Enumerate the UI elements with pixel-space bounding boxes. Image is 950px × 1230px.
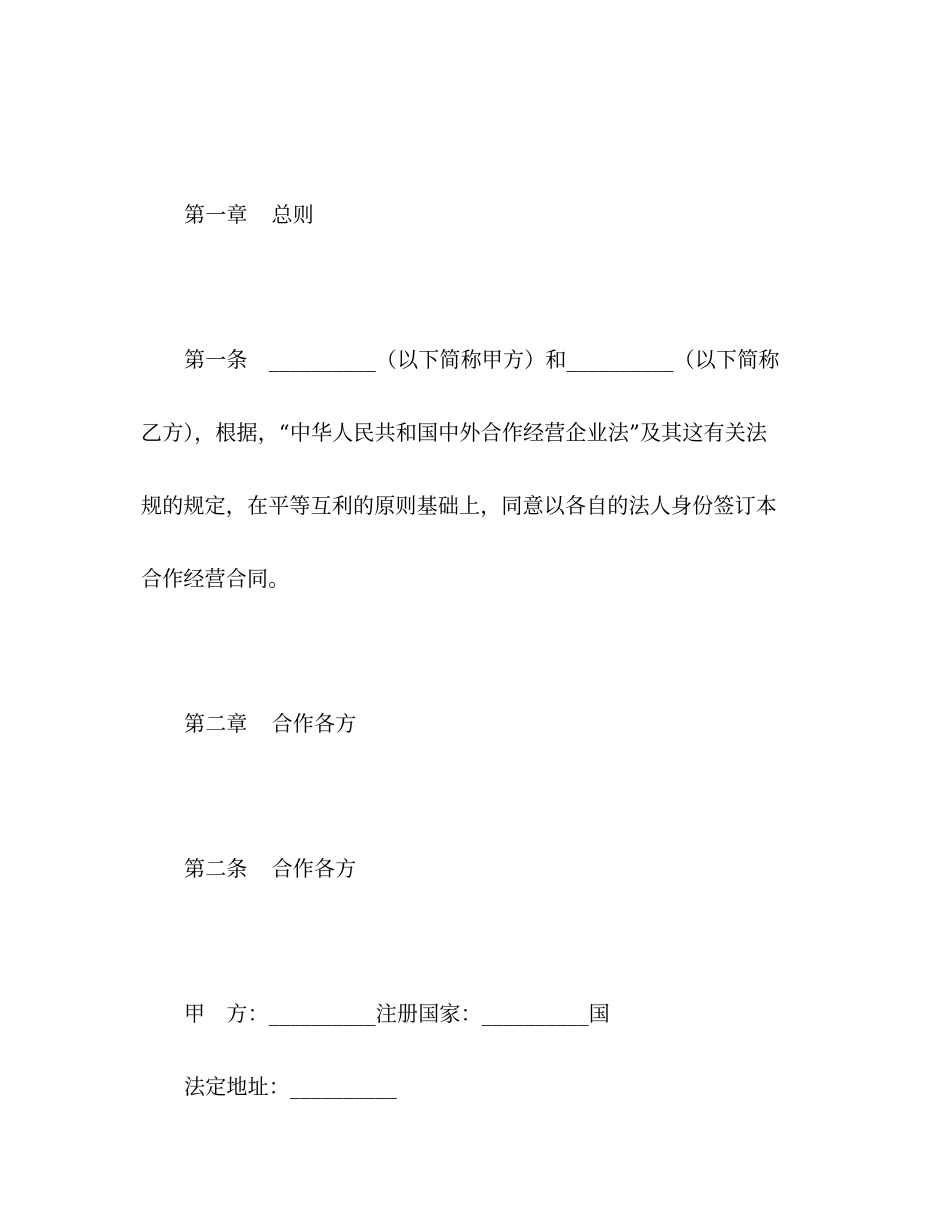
chapter-1-title: 总则: [271, 203, 315, 227]
article-1-line-1: 第一条 __________（以下简称甲方）和__________（以下简称: [184, 348, 780, 372]
chapter-2-title: 合作各方: [271, 712, 357, 736]
article-2-title: 合作各方: [271, 857, 357, 881]
chapter-2-heading: [184, 710, 356, 738]
legal-address-line: 法定地址：__________: [184, 1075, 397, 1099]
chapter-1-heading: [184, 201, 314, 229]
article-2-heading: [184, 855, 356, 883]
article-1-line-2: 乙方），根据，“中华人民共和国中外合作经营企业法”及其这有关法: [141, 421, 768, 445]
party-a-line: 甲 方：__________注册国家：__________国: [184, 1002, 610, 1026]
chapter-1-label: 第一章: [184, 203, 248, 227]
article-2-label: 第二条: [184, 857, 248, 881]
article-1-line-3: 规的规定，在平等互利的原则基础上，同意以各自的法人身份签订本: [141, 494, 777, 518]
chapter-2-label: 第二章: [184, 712, 248, 736]
article-1-line-4: 合作经营合同。: [141, 567, 290, 591]
